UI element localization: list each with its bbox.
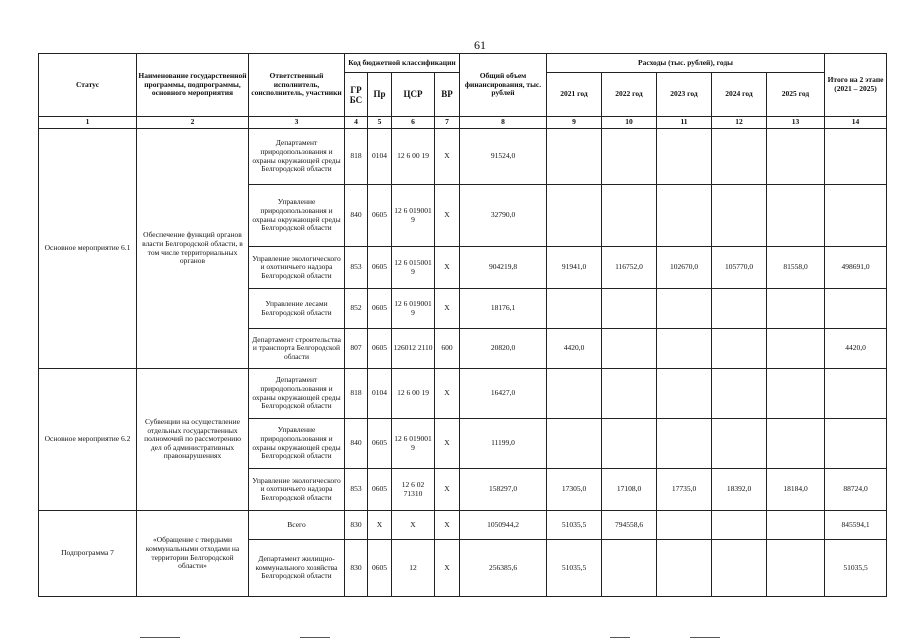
responsible-cell: Департамент природопользования и охраны окружающей среды Белгородской области bbox=[249, 129, 345, 185]
csr-cell: 12 6 00 19 bbox=[392, 129, 435, 185]
y2022-cell bbox=[602, 369, 657, 419]
y2023-cell bbox=[657, 329, 712, 369]
y2021-cell bbox=[547, 289, 602, 329]
y2022-cell bbox=[602, 540, 657, 597]
responsible-cell: Департамент природопользования и охраны окружающей среды Белгородской области bbox=[249, 369, 345, 419]
y2022-cell bbox=[602, 289, 657, 329]
y2025-cell: 81558,0 bbox=[767, 247, 825, 289]
y2021-cell: 51035,5 bbox=[547, 540, 602, 597]
total-cell: 18176,1 bbox=[460, 289, 547, 329]
column-number: 5 bbox=[368, 117, 392, 129]
responsible-cell: Управление лесами Белгородской области bbox=[249, 289, 345, 329]
vr-cell: Х bbox=[435, 511, 460, 540]
y2021-cell: 4420,0 bbox=[547, 329, 602, 369]
stage-total-cell: 4420,0 bbox=[825, 329, 887, 369]
pr-cell: 0605 bbox=[368, 247, 392, 289]
grbs-cell: 853 bbox=[345, 469, 368, 511]
pr-cell: 0605 bbox=[368, 540, 392, 597]
table-row bbox=[39, 369, 887, 419]
responsible-cell: Департамент строительства и транспорта Белгородской области bbox=[249, 329, 345, 369]
column-number: 10 bbox=[602, 117, 657, 129]
header-program-name: Наименование государственной программы, подпрограммы, основного мероприятия bbox=[137, 54, 249, 117]
y2024-cell bbox=[712, 511, 767, 540]
grbs-cell: 840 bbox=[345, 185, 368, 247]
total-cell: 1050944,2 bbox=[460, 511, 547, 540]
responsible-cell: Управление экологического и охотничьего надзора Белгородской области bbox=[249, 247, 345, 289]
stage-total-cell: 845594,1 bbox=[825, 511, 887, 540]
y2021-cell bbox=[547, 419, 602, 469]
pr-cell: 0104 bbox=[368, 369, 392, 419]
pr-cell: 0605 bbox=[368, 419, 392, 469]
header-2021: 2021 год bbox=[547, 73, 602, 117]
stage-total-cell bbox=[825, 129, 887, 185]
responsible-cell: Департамент жилищно-коммунального хозяйства Белгородской области bbox=[249, 540, 345, 597]
total-cell: 904219,8 bbox=[460, 247, 547, 289]
y2025-cell bbox=[767, 511, 825, 540]
stage-total-cell bbox=[825, 185, 887, 247]
y2024-cell bbox=[712, 540, 767, 597]
group-name: «Обращение с твердыми коммунальными отходами на территории Белгородской области» bbox=[137, 511, 249, 597]
total-cell: 11199,0 bbox=[460, 419, 547, 469]
y2023-cell bbox=[657, 185, 712, 247]
y2025-cell bbox=[767, 289, 825, 329]
grbs-cell: 852 bbox=[345, 289, 368, 329]
header-row-top bbox=[39, 54, 887, 73]
header-csr: ЦСР bbox=[392, 73, 435, 117]
y2024-cell bbox=[712, 289, 767, 329]
total-cell: 158297,0 bbox=[460, 469, 547, 511]
pr-cell: Х bbox=[368, 511, 392, 540]
y2025-cell bbox=[767, 129, 825, 185]
total-cell: 16427,0 bbox=[460, 369, 547, 419]
pr-cell: 0104 bbox=[368, 129, 392, 185]
header-2024: 2024 год bbox=[712, 73, 767, 117]
grbs-cell: 830 bbox=[345, 511, 368, 540]
column-number: 8 bbox=[460, 117, 547, 129]
y2022-cell: 17108,0 bbox=[602, 469, 657, 511]
csr-cell: 12 6 00 19 bbox=[392, 369, 435, 419]
y2023-cell: 102670,0 bbox=[657, 247, 712, 289]
y2023-cell: 17735,0 bbox=[657, 469, 712, 511]
y2024-cell bbox=[712, 329, 767, 369]
csr-cell: 12 6 02 71310 bbox=[392, 469, 435, 511]
grbs-cell: 840 bbox=[345, 419, 368, 469]
responsible-cell: Управление природопользования и охраны окружающей среды Белгородской области bbox=[249, 185, 345, 247]
pr-cell: 0605 bbox=[368, 185, 392, 247]
stage-total-cell: 88724,0 bbox=[825, 469, 887, 511]
header-2023: 2023 год bbox=[657, 73, 712, 117]
group-name: Субвенции на осуществление отдельных государственных полномочий по рассмотрению дел об административных правонарушениях bbox=[137, 369, 249, 511]
budget-table bbox=[38, 53, 887, 597]
table-row bbox=[39, 129, 887, 185]
y2025-cell bbox=[767, 329, 825, 369]
y2021-cell: 51035,5 bbox=[547, 511, 602, 540]
y2024-cell: 105770,0 bbox=[712, 247, 767, 289]
grbs-cell: 818 bbox=[345, 369, 368, 419]
responsible-cell: Управление природопользования и охраны окружающей среды Белгородской области bbox=[249, 419, 345, 469]
y2021-cell bbox=[547, 129, 602, 185]
header-responsible: Ответственный исполнитель, соисполнитель, участники bbox=[249, 54, 345, 117]
column-number: 13 bbox=[767, 117, 825, 129]
column-number: 14 bbox=[825, 117, 887, 129]
y2025-cell bbox=[767, 369, 825, 419]
vr-cell: Х bbox=[435, 289, 460, 329]
stage-total-cell: 498691,0 bbox=[825, 247, 887, 289]
y2022-cell bbox=[602, 419, 657, 469]
vr-cell: 600 bbox=[435, 329, 460, 369]
header-vr: ВР bbox=[435, 73, 460, 117]
scan-edge-marks bbox=[0, 634, 905, 640]
y2024-cell bbox=[712, 185, 767, 247]
vr-cell: Х bbox=[435, 129, 460, 185]
y2022-cell: 794558,6 bbox=[602, 511, 657, 540]
header-pr: Пр bbox=[368, 73, 392, 117]
group-status: Основное мероприятие 6.2 bbox=[39, 369, 137, 511]
csr-cell: 12 6 015001 9 bbox=[392, 247, 435, 289]
column-number: 12 bbox=[712, 117, 767, 129]
csr-cell: Х bbox=[392, 511, 435, 540]
group-status: Основное мероприятие 6.1 bbox=[39, 129, 137, 369]
y2024-cell: 18392,0 bbox=[712, 469, 767, 511]
csr-cell: 12 bbox=[392, 540, 435, 597]
group-status: Подпрограмма 7 bbox=[39, 511, 137, 597]
csr-cell: 12 6 019001 9 bbox=[392, 419, 435, 469]
y2024-cell bbox=[712, 129, 767, 185]
y2023-cell bbox=[657, 129, 712, 185]
csr-cell: 126012 2110 bbox=[392, 329, 435, 369]
column-number: 9 bbox=[547, 117, 602, 129]
pr-cell: 0605 bbox=[368, 329, 392, 369]
y2021-cell bbox=[547, 369, 602, 419]
table-row bbox=[39, 511, 887, 540]
pr-cell: 0605 bbox=[368, 469, 392, 511]
total-cell: 256385,6 bbox=[460, 540, 547, 597]
y2023-cell bbox=[657, 511, 712, 540]
header-total-financing: Общий объем финансирования, тыс. рублей bbox=[460, 54, 547, 117]
header-grbs: ГР БС bbox=[345, 73, 368, 117]
y2022-cell: 116752,0 bbox=[602, 247, 657, 289]
y2025-cell bbox=[767, 419, 825, 469]
header-expenses-by-year: Расходы (тыс. рублей), годы bbox=[547, 54, 825, 73]
header-2022: 2022 год bbox=[602, 73, 657, 117]
total-cell: 20820,0 bbox=[460, 329, 547, 369]
csr-cell: 12 6 019001 9 bbox=[392, 185, 435, 247]
y2022-cell bbox=[602, 329, 657, 369]
vr-cell: Х bbox=[435, 540, 460, 597]
y2023-cell bbox=[657, 289, 712, 329]
header-budget-code: Код бюджетной классификации bbox=[345, 54, 460, 73]
grbs-cell: 853 bbox=[345, 247, 368, 289]
responsible-cell: Управление экологического и охотничьего надзора Белгородской области bbox=[249, 469, 345, 511]
vr-cell: Х bbox=[435, 247, 460, 289]
total-cell: 91524,0 bbox=[460, 129, 547, 185]
pr-cell: 0605 bbox=[368, 289, 392, 329]
header-stage-total: Итого на 2 этапе (2021 – 2025) bbox=[825, 54, 887, 117]
y2023-cell bbox=[657, 419, 712, 469]
y2025-cell bbox=[767, 185, 825, 247]
grbs-cell: 818 bbox=[345, 129, 368, 185]
column-number: 3 bbox=[249, 117, 345, 129]
grbs-cell: 807 bbox=[345, 329, 368, 369]
y2021-cell bbox=[547, 185, 602, 247]
column-number: 7 bbox=[435, 117, 460, 129]
column-number: 11 bbox=[657, 117, 712, 129]
y2021-cell: 91941,0 bbox=[547, 247, 602, 289]
page-number: 61 bbox=[474, 38, 486, 52]
y2022-cell bbox=[602, 185, 657, 247]
y2025-cell bbox=[767, 540, 825, 597]
header-2025: 2025 год bbox=[767, 73, 825, 117]
vr-cell: Х bbox=[435, 185, 460, 247]
group-name: Обеспечение функций органов власти Белгородской области, в том числе территориальных органов bbox=[137, 129, 249, 369]
column-number: 1 bbox=[39, 117, 137, 129]
y2023-cell bbox=[657, 369, 712, 419]
y2021-cell: 17305,0 bbox=[547, 469, 602, 511]
column-number: 4 bbox=[345, 117, 368, 129]
stage-total-cell: 51035,5 bbox=[825, 540, 887, 597]
header-status: Статус bbox=[39, 54, 137, 117]
stage-total-cell bbox=[825, 419, 887, 469]
y2025-cell: 18184,0 bbox=[767, 469, 825, 511]
y2024-cell bbox=[712, 419, 767, 469]
column-number: 6 bbox=[392, 117, 435, 129]
responsible-cell: Всего bbox=[249, 511, 345, 540]
stage-total-cell bbox=[825, 289, 887, 329]
vr-cell: Х bbox=[435, 469, 460, 511]
stage-total-cell bbox=[825, 369, 887, 419]
grbs-cell: 830 bbox=[345, 540, 368, 597]
vr-cell: Х bbox=[435, 419, 460, 469]
y2022-cell bbox=[602, 129, 657, 185]
y2023-cell bbox=[657, 540, 712, 597]
vr-cell: Х bbox=[435, 369, 460, 419]
column-number: 2 bbox=[137, 117, 249, 129]
y2024-cell bbox=[712, 369, 767, 419]
total-cell: 32790,0 bbox=[460, 185, 547, 247]
column-number-row bbox=[39, 117, 887, 129]
csr-cell: 12 6 019001 9 bbox=[392, 289, 435, 329]
